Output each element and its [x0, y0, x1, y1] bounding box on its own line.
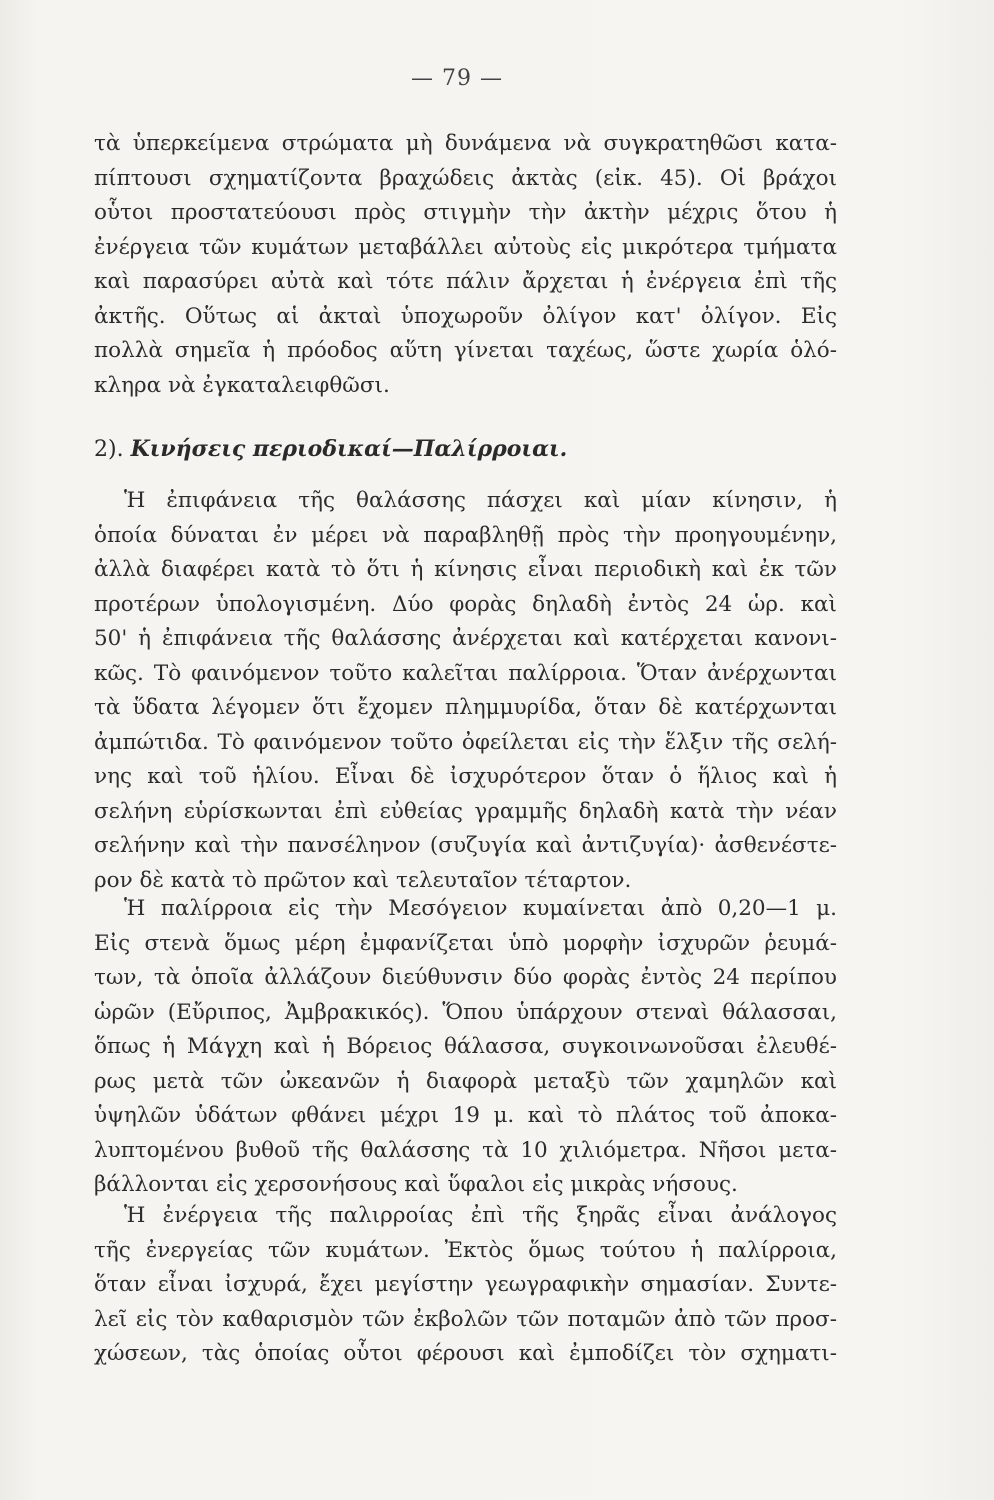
text-line: τὰ ὑπερκείμενα στρώματα μὴ δυνάμενα νὰ συγκρατηθῶσι κατα-	[94, 131, 837, 156]
text-line: ὅταν εἶναι ἰσχυρά, ἔχει μεγίστην γεωγραφικὴν σημασίαν. Συντε-	[94, 1272, 837, 1297]
text-line: πολλὰ σημεῖα ἡ πρόοδος αὕτη γίνεται ταχέως, ὥστε χωρία ὁλό-	[94, 338, 837, 363]
text-line: ἐνέργεια τῶν κυμάτων μεταβάλλει αὐτοὺς εἰς μικρότερα τμήματα	[94, 234, 837, 260]
text-line: πίπτουσι σχηματίζοντα βραχώδεις ἀκτὰς (εἰκ. 45). Οἱ βράχοι	[94, 165, 837, 191]
text-line: ὡρῶν (Εὔριπος, Ἀμβρακικός). Ὅπου ὑπάρχουν στεναὶ θάλασσαι,	[94, 999, 837, 1025]
text-line: προτέρων ὑπολογισμένη. Δύο φορὰς δηλαδὴ ἐντὸς 24 ὡρ. καὶ	[94, 591, 837, 617]
text-line: ὑψηλῶν ὑδάτων φθάνει μέχρι 19 μ. καὶ τὸ πλάτος τοῦ ἀποκα-	[94, 1103, 837, 1128]
text-line: ἀλλὰ διαφέρει κατὰ τὸ ὅτι ἡ κίνησις εἶναι περιοδικὴ καὶ ἐκ τῶν	[94, 557, 837, 582]
paragraph-2	[94, 484, 837, 898]
text-line: κῶς. Τὸ φαινόμενον τοῦτο καλεῖται παλίρροια. Ὅταν ἀνέρχωνται	[94, 660, 837, 686]
section-heading	[94, 432, 567, 467]
text-line: ἀμπώτιδα. Τὸ φαινόμενον τοῦτο ὀφείλεται εἰς τὴν ἕλξιν τῆς σελή-	[94, 729, 837, 755]
text-line: σελήνη εὑρίσκωνται ἐπὶ εὐθείας γραμμῆς δηλαδὴ κατὰ τὴν νέαν	[94, 798, 837, 824]
text-line: Ἡ ἐπιφάνεια τῆς θαλάσσης πάσχει καὶ μίαν κίνησιν, ἡ	[124, 488, 837, 513]
text-line: των, τὰ ὁποῖα ἀλλάζουν διεύθυνσιν δύο φορὰς ἐντὸς 24 περίπου	[94, 965, 837, 990]
text-line: Ἡ ἐνέργεια τῆς παλιρροίας ἐπὶ τῆς ξηρᾶς εἶναι ἀνάλογος	[124, 1203, 837, 1228]
text-line: 50' ἡ ἐπιφάνεια τῆς θαλάσσης ἀνέρχεται καὶ κατέρχεται κανονι-	[94, 626, 837, 651]
text-line: ὁποία δύναται ἐν μέρει νὰ παραβληθῇ πρὸς τὴν προηγουμένην,	[94, 522, 837, 548]
section-number: 2).	[94, 437, 124, 462]
text-line: λεῖ εἰς τὸν καθαρισμὸν τῶν ἐκβολῶν τῶν ποταμῶν ἀπὸ τῶν προσ-	[94, 1306, 837, 1332]
text-line: ρως μετὰ τῶν ὠκεανῶν ἡ διαφορὰ μεταξὺ τῶν χαμηλῶν καὶ	[94, 1068, 837, 1094]
paragraph-3	[94, 892, 837, 1203]
text-line: σελήνην καὶ τὴν πανσέληνον (συζυγία καὶ ἀντιζυγία)· ἀσθενέστε-	[94, 833, 837, 858]
text-line: κληρα νὰ ἐγκαταλειφθῶσι.	[94, 372, 390, 398]
text-line: χώσεων, τὰς ὁποίας οὗτοι φέρουσι καὶ ἐμποδίζει τὸν σχηματι-	[94, 1341, 837, 1366]
text-line: λυπτομένου βυθοῦ τῆς θαλάσσης τὰ 10 χιλιόμετρα. Νῆσοι μετα-	[94, 1137, 837, 1163]
paragraph-1	[94, 127, 837, 403]
text-line: οὗτοι προστατεύουσι πρὸς στιγμὴν τὴν ἀκτὴν μέχρις ὅτου ἡ	[94, 200, 837, 225]
text-line: ρον δὲ κατὰ τὸ πρῶτον καὶ τελευταῖον τέταρτον.	[94, 867, 632, 893]
section-title: Κινήσεις περιοδικαί—Παλίρροιαι.	[130, 436, 568, 462]
page-number: — 79 —	[411, 66, 503, 91]
text-line: τῆς ἐνεργείας τῶν κυμάτων. Ἐκτὸς ὅμως τούτου ἡ παλίρροια,	[94, 1237, 837, 1263]
text-line: τὰ ὕδατα λέγομεν ὅτι ἔχομεν πλημμυρίδα, ὅταν δὲ κατέρχωνται	[94, 695, 837, 720]
paragraph-4	[94, 1199, 837, 1372]
text-line: βάλλονται εἰς χερσονήσους καὶ ὕφαλοι εἰς μικρὰς νήσους.	[94, 1172, 738, 1197]
text-line: καὶ παρασύρει αὐτὰ καὶ τότε πάλιν ἄρχεται ἡ ἐνέργεια ἐπὶ τῆς	[94, 269, 837, 294]
text-line: Εἰς στενὰ ὅμως μέρη ἐμφανίζεται ὑπὸ μορφὴν ἰσχυρῶν ῥευμά-	[94, 930, 837, 956]
text-line: ὅπως ἡ Μάγχη καὶ ἡ Βόρειος θάλασσα, συγκοινωνοῦσαι ἐλευθέ-	[94, 1034, 837, 1059]
text-line: ἀκτῆς. Οὕτως αἱ ἀκταὶ ὑποχωροῦν ὀλίγον κατ' ὀλίγον. Εἰς	[94, 303, 837, 329]
text-line: Ἡ παλίρροια εἰς τὴν Μεσόγειον κυμαίνεται ἀπὸ 0,20—1 μ.	[124, 896, 837, 921]
text-line: νης καὶ τοῦ ἡλίου. Εἶναι δὲ ἰσχυρότερον ὅταν ὁ ἥλιος καὶ ἡ	[94, 764, 837, 789]
